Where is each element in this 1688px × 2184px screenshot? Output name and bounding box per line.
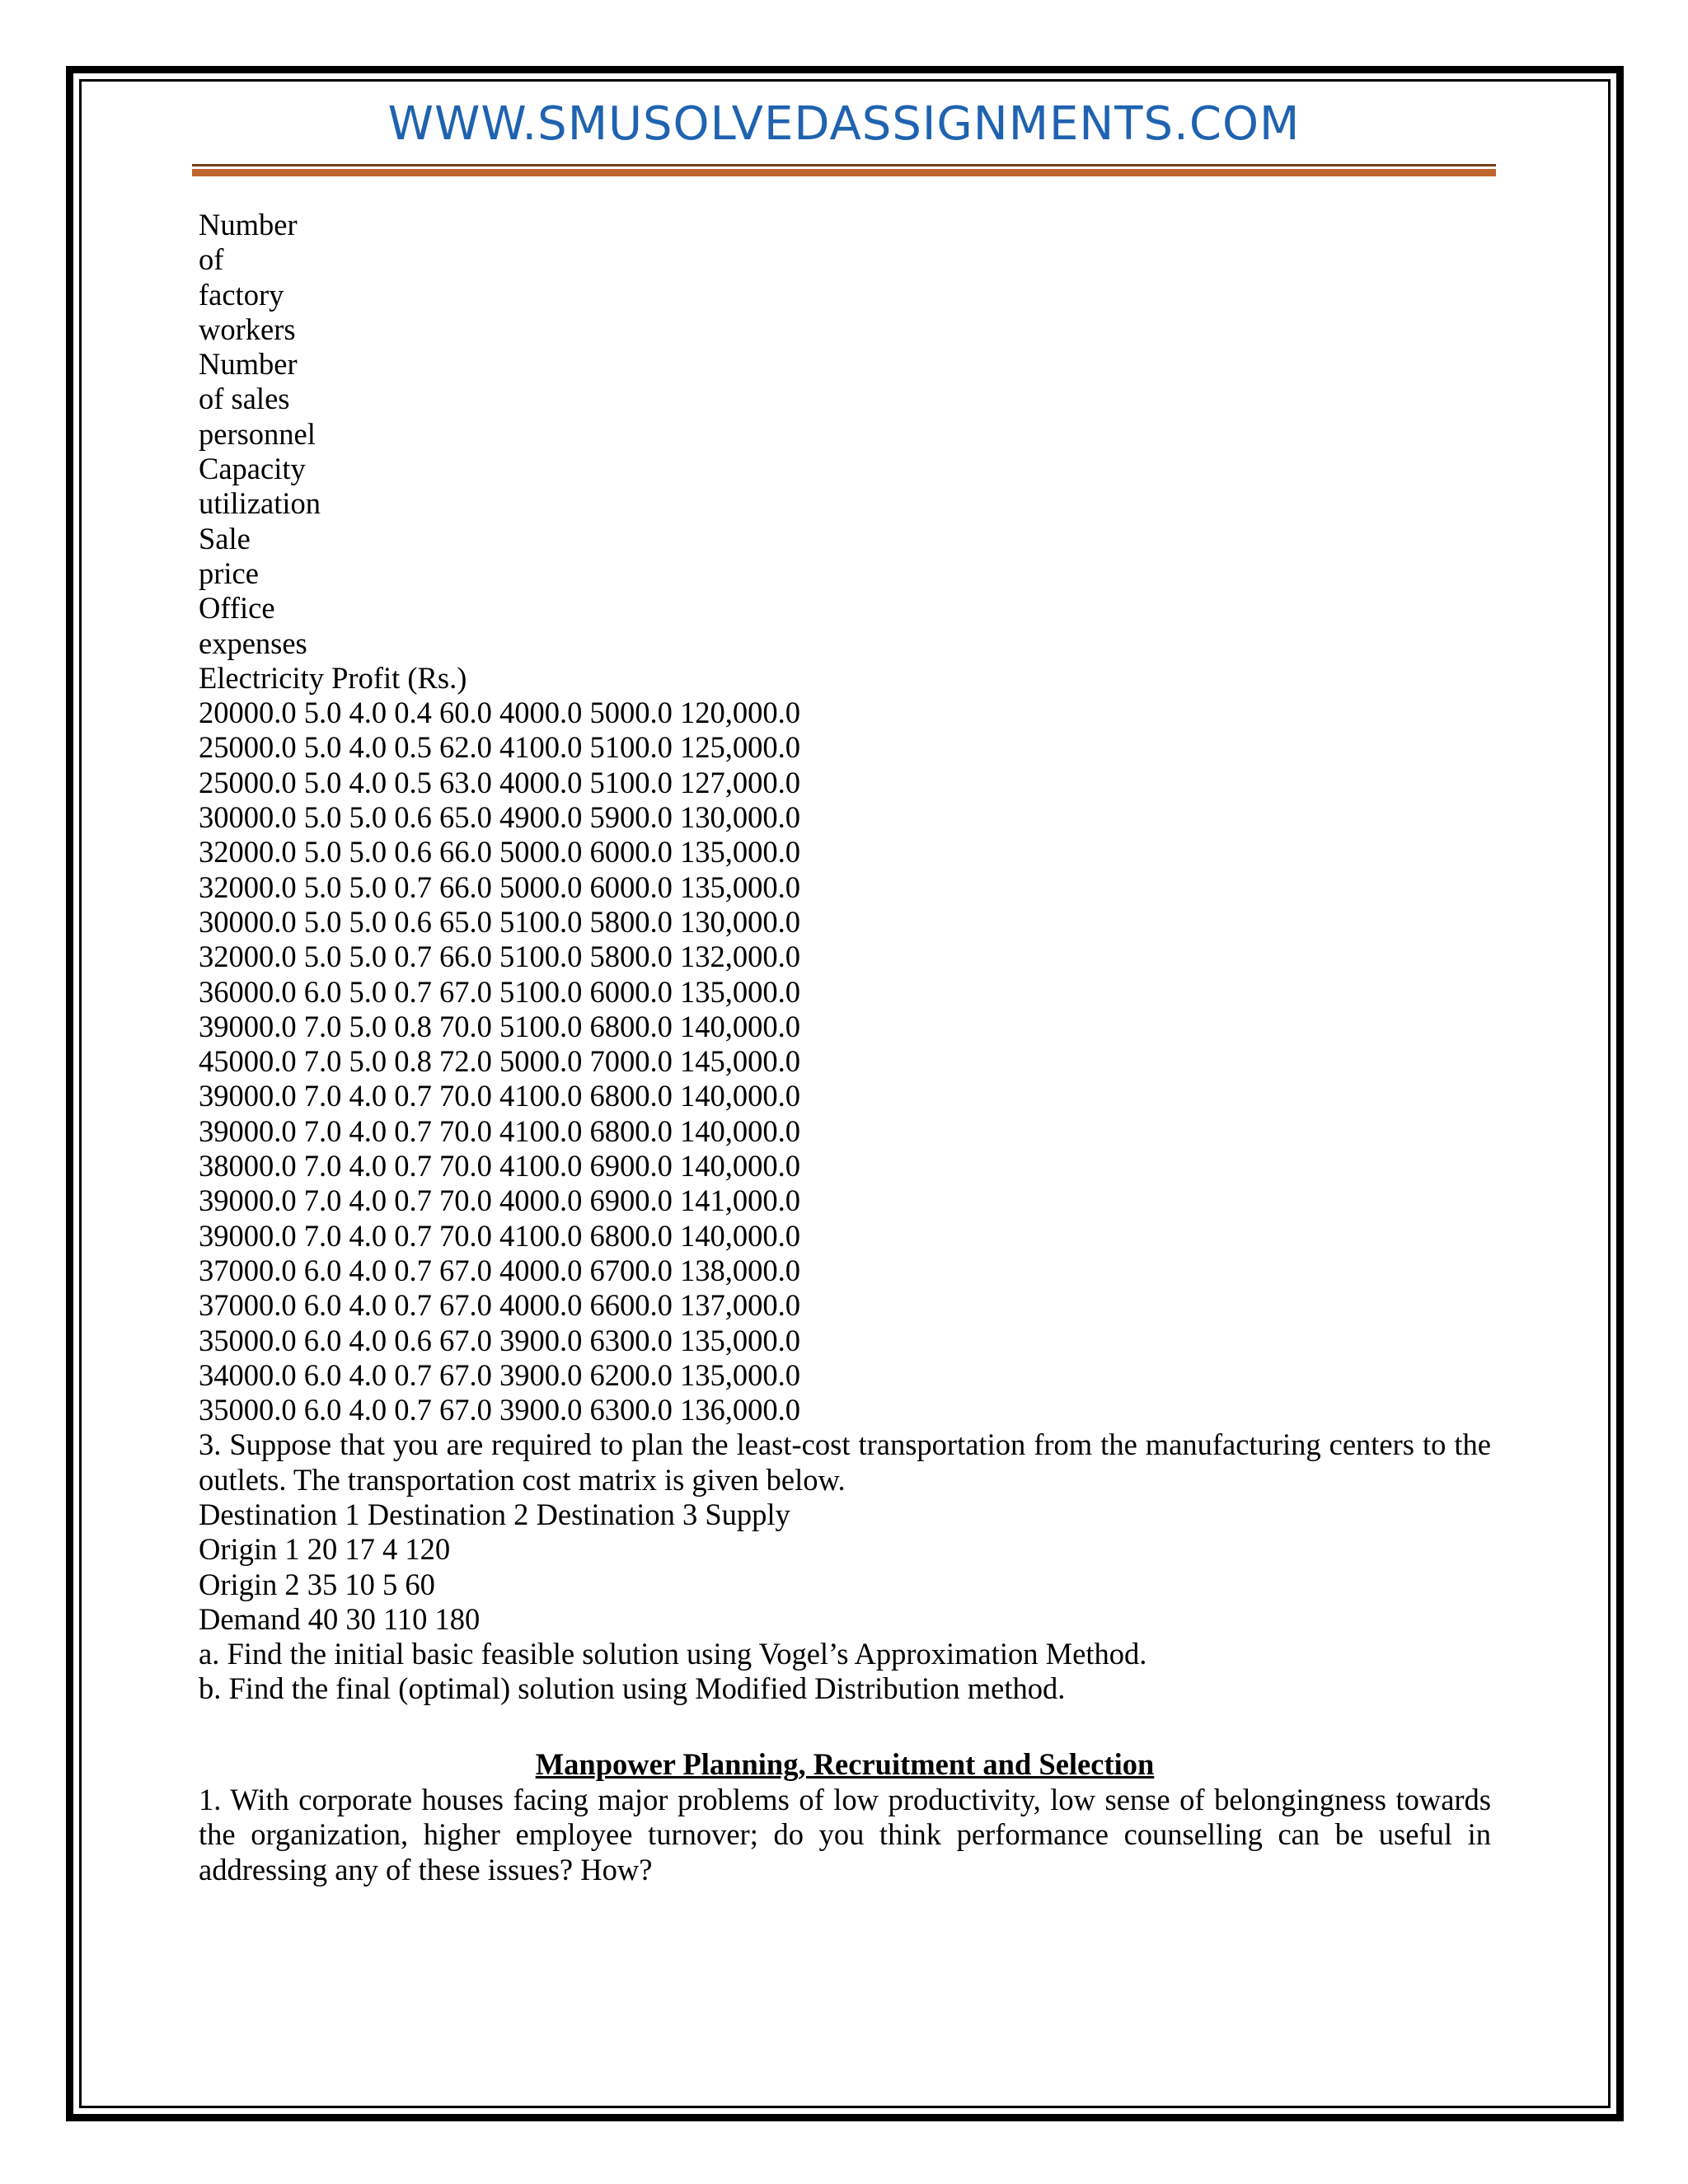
table-row: 38000.0 7.0 4.0 0.7 70.0 4100.0 6900.0 140,000.0 — [199, 1149, 800, 1183]
table-header-line: Capacity — [199, 452, 306, 486]
matrix-line: Destination 1 Destination 2 Destination 3 Supply — [199, 1497, 790, 1531]
table-header-line: of — [199, 242, 224, 277]
matrix-line: Demand 40 30 110 180 — [199, 1601, 481, 1636]
table-row: 37000.0 6.0 4.0 0.7 67.0 4000.0 6700.0 138,000.0 — [199, 1253, 800, 1287]
table-header-line: factory — [199, 277, 284, 312]
table-header-line: Electricity Profit (Rs.) — [199, 660, 467, 695]
header-rule-thin — [192, 164, 1496, 166]
table-row: 32000.0 5.0 5.0 0.7 66.0 5000.0 6000.0 135,000.0 — [199, 869, 800, 904]
table-row: 39000.0 7.0 4.0 0.7 70.0 4000.0 6900.0 141,000.0 — [199, 1183, 800, 1218]
table-row: 39000.0 7.0 4.0 0.7 70.0 4100.0 6800.0 140,000.0 — [199, 1079, 800, 1113]
table-header-line: Number — [199, 347, 298, 382]
table-row: 39000.0 7.0 4.0 0.7 70.0 4100.0 6800.0 140,000.0 — [199, 1218, 800, 1253]
table-row: 34000.0 6.0 4.0 0.7 67.0 3900.0 6200.0 135,000.0 — [199, 1357, 800, 1392]
table-row: 25000.0 5.0 4.0 0.5 62.0 4100.0 5100.0 125,000.0 — [199, 730, 800, 765]
table-row: 32000.0 5.0 5.0 0.7 66.0 5100.0 5800.0 132,000.0 — [199, 940, 800, 974]
table-header-line: price — [199, 555, 259, 590]
table-row: 35000.0 6.0 4.0 0.6 67.0 3900.0 6300.0 135,000.0 — [199, 1323, 800, 1357]
table-header-line: personnel — [199, 416, 316, 451]
table-header-block — [199, 208, 1491, 696]
table-header-line: workers — [199, 312, 296, 346]
table-rows-block — [199, 696, 1491, 1427]
table-row: 20000.0 5.0 4.0 0.4 60.0 4000.0 5000.0 120,000.0 — [199, 696, 800, 730]
transport-matrix-block — [199, 1497, 1491, 1637]
table-row: 30000.0 5.0 5.0 0.6 65.0 5100.0 5800.0 130,000.0 — [199, 904, 800, 939]
table-header-line: Number — [199, 208, 298, 241]
question-3-part-a: a. Find the initial basic feasible solution using Vogel’s Approximation Method. — [199, 1637, 1147, 1671]
question-3-intro: 3. Suppose that you are required to plan the least-cost transportation from the manufacturing centers to the outlets. The transportation cost matrix is given below. — [199, 1427, 1491, 1497]
table-header-line: Sale — [199, 521, 251, 555]
spacer — [199, 1707, 1491, 1741]
section-question-1: 1. With corporate houses facing major problems of low productivity, low sense of belongingness towards the organization, higher employee turnover; do you think performance counselling can be useful in addressing any of these issues? How? — [199, 1783, 1491, 1886]
table-row: 32000.0 5.0 5.0 0.6 66.0 5000.0 6000.0 135,000.0 — [199, 835, 800, 869]
section-heading: Manpower Planning, Recruitment and Selection — [535, 1747, 1155, 1782]
question-3-part-b: b. Find the final (optimal) solution using Modified Distribution method. — [199, 1671, 1066, 1706]
table-row: 35000.0 6.0 4.0 0.7 67.0 3900.0 6300.0 136,000.0 — [199, 1393, 800, 1427]
table-header-line: of sales — [199, 382, 290, 416]
matrix-line: Origin 1 20 17 4 120 — [199, 1532, 451, 1567]
header-rule-thick — [192, 169, 1496, 176]
table-row: 37000.0 6.0 4.0 0.7 67.0 4000.0 6600.0 137,000.0 — [199, 1288, 800, 1323]
table-header-line: Office — [199, 591, 275, 626]
table-header-line: expenses — [199, 626, 307, 660]
table-row: 30000.0 5.0 5.0 0.6 65.0 4900.0 5900.0 130,000.0 — [199, 800, 800, 835]
table-row: 39000.0 7.0 4.0 0.7 70.0 4100.0 6800.0 140,000.0 — [199, 1113, 800, 1148]
document-body — [199, 208, 1491, 1887]
table-row: 45000.0 7.0 5.0 0.8 72.0 5000.0 7000.0 145,000.0 — [199, 1044, 800, 1079]
table-row: 25000.0 5.0 4.0 0.5 63.0 4000.0 5100.0 127,000.0 — [199, 765, 800, 799]
matrix-line: Origin 2 35 10 5 60 — [199, 1567, 435, 1601]
table-row: 36000.0 6.0 5.0 0.7 67.0 5100.0 6000.0 135,000.0 — [199, 974, 800, 1009]
site-url-header: WWW.SMUSOLVEDASSIGNMENTS.COM — [387, 97, 1301, 151]
table-row: 39000.0 7.0 5.0 0.8 70.0 5100.0 6800.0 140,000.0 — [199, 1009, 800, 1043]
table-header-line: utilization — [199, 486, 321, 521]
